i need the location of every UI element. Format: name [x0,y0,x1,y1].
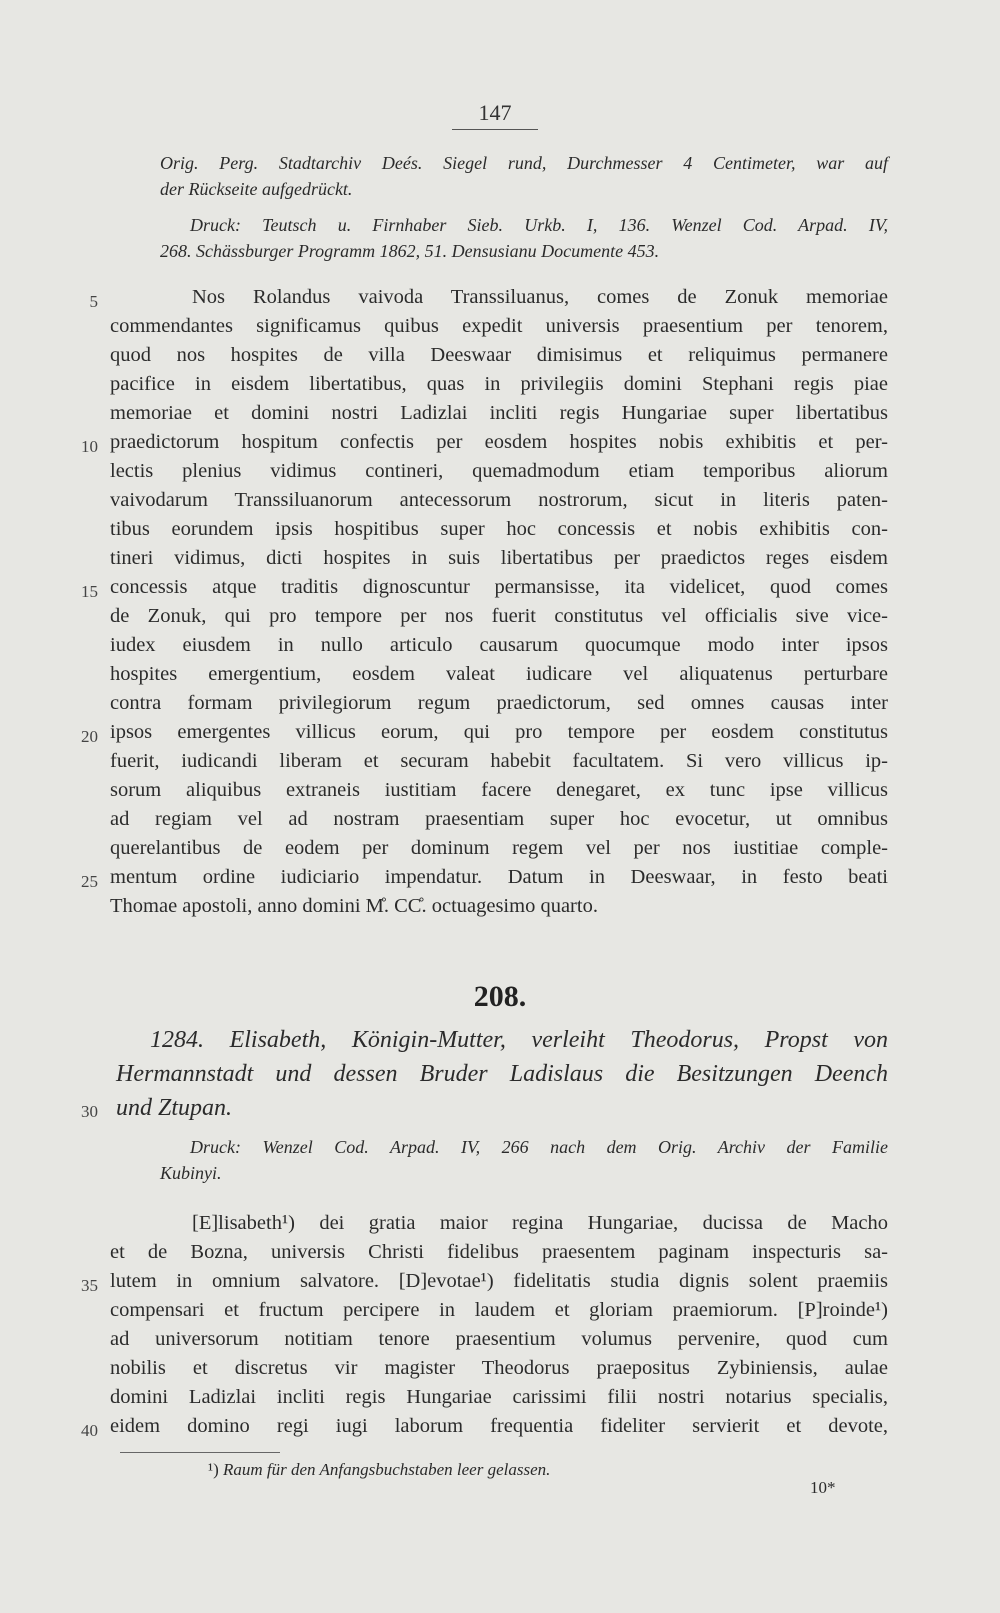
line-number: 10 [81,437,98,456]
charter-text-line: ad universorum notitiam tenore praesentium volumus pervenire, quod cum [110,1328,888,1350]
charter-text-line: nobilis et discretus vir magister Theodorus praepositus Zybiniensis, aulae [110,1357,888,1379]
charter-text-line: fuerit, iudicandi liberam et securam habebit facultatem. Si vero villicus ip- [110,750,888,772]
line-number: 40 [81,1421,98,1440]
page-number-rule [452,129,538,130]
charter-text-line: domini Ladizlai incliti regis Hungariae carissimi filii nostri notarius specialis, [110,1386,888,1408]
charter-text-line: iudex eiusdem in nullo articulo causarum quocumque modo inter ipsos [110,634,888,656]
footnote-rule [120,1452,280,1453]
charter-text-line: tibus eorundem ipsis hospitibus super hoc concessis et nobis exhibitis con- [110,518,888,540]
charter-text-line: vaivodarum Transsiluanorum antecessorum nostrorum, sicut in literis paten- [110,489,888,511]
charter-text-line: contra formam privilegiorum regum praedictorum, sed omnes causas inter [110,692,888,714]
charter-text-line: quod nos hospites de villa Deeswaar dimisimus et reliquimus permanere [110,344,888,366]
charter-text-line: eidem domino regi iugi laborum frequentia fideliter servierit et devote, [110,1415,888,1437]
footnote [208,1460,550,1480]
source-note-line: Druck: Teutsch u. Firnhaber Sieb. Urkb. I, 136. Wenzel Cod. Arpad. IV, [190,215,888,235]
footnote-marker: ¹) [208,1460,219,1479]
charter-text-line: querelantibus de eodem per dominum regem vel per nos iustitiae comple- [110,837,888,859]
charter-text-line: compensari et fructum percipere in laudem et gloriam praemiorum. [P]roinde¹) [110,1299,888,1321]
regest-line: Hermannstadt und dessen Bruder Ladislaus die Besitzungen Deench [116,1061,888,1087]
line-number: 35 [81,1276,98,1295]
charter-text-line: Thomae apostoli, anno domini M̊. CC̊. octuagesimo quarto. [110,895,598,917]
charter-text-line: et de Bozna, universis Christi fidelibus praesentem paginam inspecturis sa- [110,1241,888,1263]
line-number: 5 [89,292,98,311]
charter-text-line: commendantes significamus quibus expedit universis praesentium per tenorem, [110,315,888,337]
charter-text-line: memoriae et domini nostri Ladizlai incliti regis Hungariae super libertatibus [110,402,888,424]
charter-text-line: mentum ordine iudiciario impendatur. Datum in Deeswaar, in festo beati [110,866,888,888]
page-number: 147 [478,100,512,125]
charter-text-line: tineri vidimus, dicti hospites in suis libertatibus per praedictos reges eisdem [110,547,888,569]
line-number: 15 [81,582,98,601]
line-number: 30 [81,1102,98,1121]
source-note-line: 268. Schässburger Programm 1862, 51. Densusianu Documente 453. [160,241,660,261]
charter-number: 208. [473,980,527,1013]
charter-text-line: ipsos emergentes villicus eorum, qui pro tempore per eosdem constitutus [110,721,888,743]
druck-note-line: Kubinyi. [160,1163,222,1183]
charter-text-line: sorum aliquibus extraneis iustitiam facere denegaret, ex tunc ipse villicus [110,779,888,801]
line-number: 20 [81,727,98,746]
line-number: 25 [81,872,98,891]
charter-text-line: praedictorum hospitum confectis per eosdem hospites nobis exhibitis et per- [110,431,888,453]
charter-text-line: pacifice in eisdem libertatibus, quas in privilegiis domini Stephani regis piae [110,373,888,395]
charter-text-line: ad regiam vel ad nostram praesentiam super hoc evocetur, ut omnibus [110,808,888,830]
charter-text-line: concessis atque traditis dignoscuntur permansisse, ita videlicet, quod comes [110,576,888,598]
charter-text-line: lutem in omnium salvatore. [D]evotae¹) fidelitatis studia dignis solent praemiis [110,1270,888,1292]
charter-text-line: de Zonuk, qui pro tempore per nos fuerit constitutus vel officialis sive vice- [110,605,888,627]
charter-text-line: lectis plenius vidimus contineri, quemadmodum etiam temporibus aliorum [110,460,888,482]
source-note-line: der Rückseite aufgedrückt. [160,179,353,199]
regest-line: und Ztupan. [116,1095,233,1121]
charter-text-line: [E]lisabeth¹) dei gratia maior regina Hungariae, ducissa de Macho [192,1212,888,1234]
signature-mark: 10* [810,1478,836,1497]
source-note-line: Orig. Perg. Stadtarchiv Deés. Siegel rund, Durchmesser 4 Centimeter, war auf [160,153,888,173]
regest-line: 1284. Elisabeth, Königin-Mutter, verleiht Theodorus, Propst von [150,1027,888,1053]
druck-note-line: Druck: Wenzel Cod. Arpad. IV, 266 nach dem Orig. Archiv der Familie [190,1137,888,1157]
charter-text-line: hospites emergentium, eosdem valeat iudicare vel aliquatenus perturbare [110,663,888,685]
footnote-text: Raum für den Anfangsbuchstaben leer gelassen. [223,1460,551,1479]
charter-text-line: Nos Rolandus vaivoda Transsiluanus, comes de Zonuk memoriae [192,286,888,308]
